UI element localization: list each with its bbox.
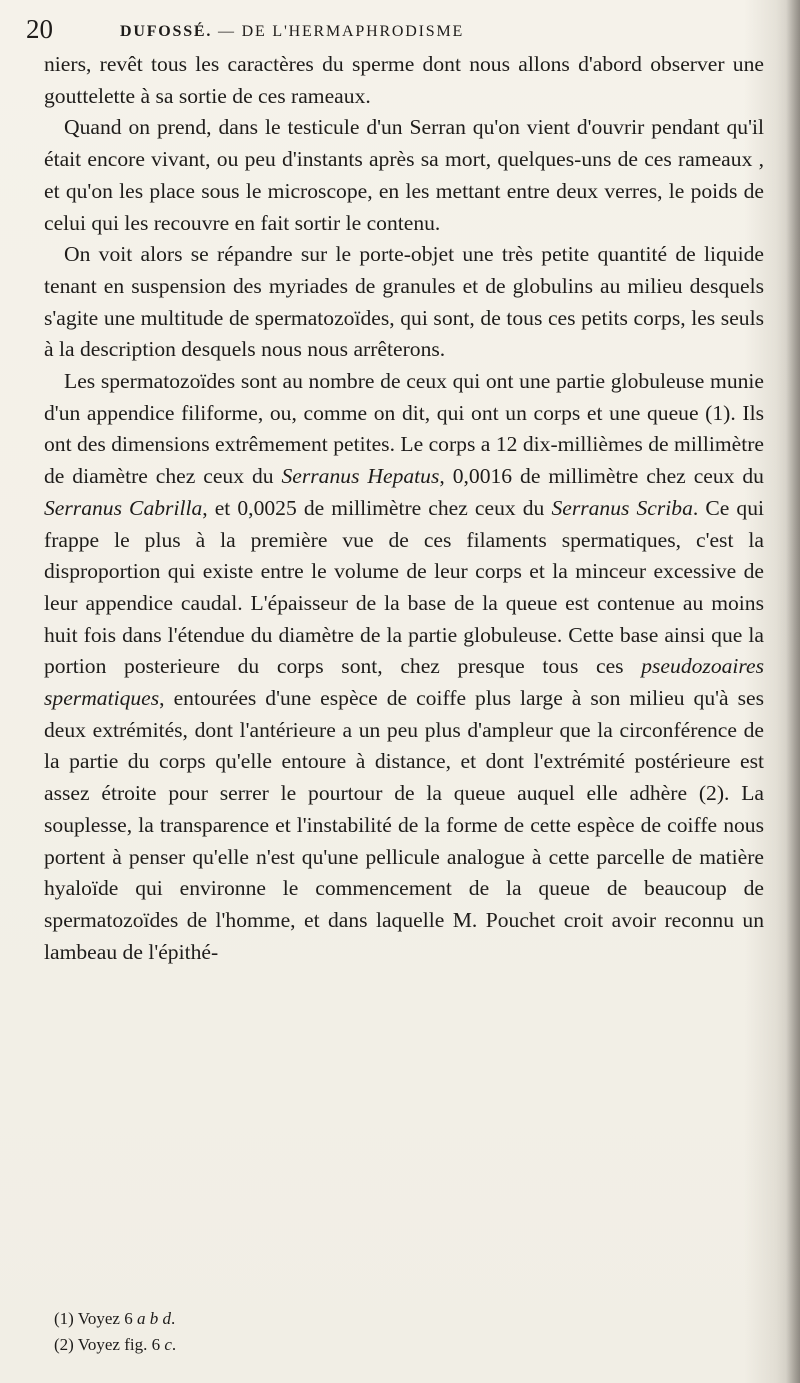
text-run: , entourées d'une espèce de coiffe plus large à son milieu qu'à ses deux extrémités, dont l'antérieure a un peu plus d'ampleur que la circonférence de la partie du corps qu'elle entoure à distance, et dont l'extrémité postérieure est assez étroite pour serrer le pourtour de la queue auquel elle adhère (2). La souplesse, la transparence et l'instabilité de la forme de cette espèce de coiffe nous portent à penser qu'elle n'est qu'une pellicule analogue à cette parcelle de matière hyaloïde qui environne le commencement de la queue de beaucoup de spermatozoïdes de l'homme, et dans laquelle M. Pouchet croit avoir reconnu un lambeau de l'épithé- (44, 686, 764, 964)
running-head-title: DE L'HERMAPHRODISME (241, 23, 465, 40)
footnote-after: . (171, 1335, 177, 1354)
paragraph (44, 366, 764, 968)
text-run: Les spermatozoïdes sont au nombre de ceux qui ont une partie globuleuse munie d'un appendice filiforme, ou, comme on dit, qui ont un corps et une queue (1). Ils ont des dimensions extrêmement petites. Le corps a 12 dix-millièmes de millimètre de diamètre chez ceux du (44, 369, 764, 489)
page-edge-shadow (786, 0, 800, 1383)
species-name: Serranus Cabrilla (44, 495, 203, 520)
body-text (44, 49, 764, 968)
species-name: Serranus Scriba (551, 495, 693, 520)
page-header (0, 12, 800, 52)
footnotes (54, 1306, 754, 1358)
footnote-text: Voyez 6 (77, 1309, 137, 1328)
footnote (54, 1332, 754, 1358)
running-head (120, 19, 464, 45)
paragraph: On voit alors se répandre sur le porte-objet une très petite quantité de liquide tenant en suspension des myriades de granules et de globulins au milieu desquels s'agite une multitude de spermatozoïdes, qui sont, de tous ces petits corps, les seuls à la description desquels nous nous arrêterons. (44, 242, 764, 362)
text-run: , 0,0016 de millimètre chez ceux du (439, 464, 764, 489)
footnote-after: . (170, 1309, 176, 1328)
running-head-separator: — (218, 23, 236, 40)
footnote-italic: c (164, 1335, 172, 1354)
footnote (54, 1306, 754, 1332)
paragraph: Quand on prend, dans le testicule d'un Serran qu'on vient d'ouvrir pendant qu'il était encore vivant, ou peu d'instants après sa mort, quelques-uns de ces rameaux , et qu'on les place sous le microscope, en les mettant entre deux verres, le poids de celui qui les recouvre en fait sortir le contenu. (44, 115, 764, 235)
species-name: Serranus Hepatus (281, 464, 440, 489)
text-run: . Ce qui frappe le plus à la première vue de ces filaments spermatiques, c'est la disproportion qui existe entre le volume de leur corps et la minceur excessive de leur appendice caudal. L'épaisseur de la base de la queue est contenue au moins huit fois dans l'étendue du diamètre de la partie globuleuse. Cette base ainsi que la portion posterieure du corps sont, chez presque tous ces (44, 495, 764, 679)
paragraph: niers, revêt tous les caractères du sperme dont nous allons d'abord observer une gouttelette à sa sortie de ces rameaux. (44, 52, 764, 108)
footnote-marker: (2) (54, 1335, 74, 1354)
term-italic: pseudozoaires spermatiques (44, 654, 764, 711)
running-head-author: DUFOSSÉ. (120, 23, 213, 40)
footnote-italic: a b d (136, 1309, 171, 1328)
footnote-text: Voyez fig. 6 (77, 1335, 165, 1354)
text-run: , et 0,0025 de millimètre chez ceux du (202, 495, 552, 520)
footnote-marker: (1) (54, 1309, 74, 1328)
page-number: 20 (26, 14, 53, 44)
